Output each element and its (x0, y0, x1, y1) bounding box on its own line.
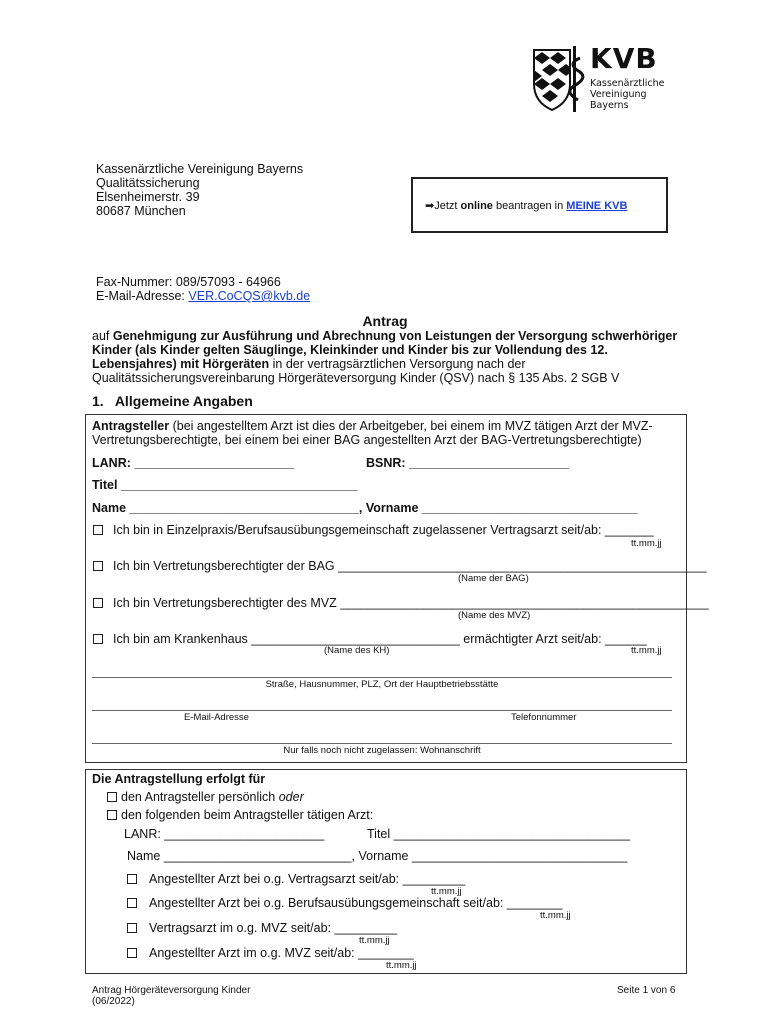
option-mvz-label: Ich bin Vertretungsberechtigter des MVZ _____________________________________________________ (113, 596, 709, 610)
antragsteller-rest: (bei angestelltem Arzt ist dies der Arbeitgeber, bei einem im MVZ tätigen Arzt der MVZ-Vertretungsberechtigte, bei einem bei einer BAG angestellten Arzt der BAG-Vertretungsberechtigte) (92, 419, 653, 447)
hint-kh: (Name des KH) (324, 645, 390, 656)
checkbox-folgender-arzt[interactable] (107, 810, 117, 820)
sub-option-vertragsarzt (127, 872, 465, 886)
recipient-address (96, 162, 303, 218)
sub-option-mvz-vertragsarzt (127, 921, 397, 935)
email-caption: E-Mail-Adresse (184, 712, 249, 723)
contact-block (96, 275, 310, 303)
sub-option-mvz-angestellt-label: Angestellter Arzt im o.g. MVZ seit/ab: ________ (149, 946, 414, 960)
footer-form-name: Antrag Hörgeräteversorgung Kinder (92, 985, 251, 996)
hint-bag: (Name der BAG) (458, 573, 529, 584)
section1-heading: 1. Allgemeine Angaben (92, 393, 253, 409)
sub-option-bag (127, 896, 562, 910)
kvb-emblem-icon (530, 44, 588, 114)
option-folgender-arzt (107, 808, 373, 822)
s2-titel-field[interactable]: Titel __________________________________ (367, 827, 630, 841)
option-krankenhaus-label: Ich bin am Krankenhaus ______________________________ ermächtigter Arzt seit/ab: ______ (113, 632, 647, 646)
hint-date-4: tt.mm.jj (631, 645, 662, 656)
home-address-line[interactable] (92, 743, 672, 744)
address-city: 80687 München (96, 204, 186, 218)
hint-date-1: tt.mm.jj (631, 538, 662, 549)
option-persoenlich-oder: oder (278, 790, 304, 804)
hint-mvz: (Name des MVZ) (458, 610, 531, 621)
logo-abbr: KVB (590, 42, 658, 75)
antragsteller-label: Antragsteller (92, 419, 170, 433)
option-folgender-arzt-label: den folgenden beim Antragsteller tätigen Arzt: (121, 808, 374, 822)
sub-option-vertragsarzt-label: Angestellter Arzt bei o.g. Vertragsarzt seit/ab: _________ (149, 872, 466, 886)
s2-name-vorname-field[interactable]: Name ___________________________, Vorname _______________________________ (127, 849, 628, 863)
footer-version: (06/2022) (92, 996, 135, 1007)
fax-number: Fax-Nummer: 089/57093 - 64966 (96, 275, 281, 289)
sub-option-mvz-angestellt (127, 946, 414, 960)
s2-lanr-field[interactable]: LANR: _______________________ (124, 827, 325, 841)
arrow-right-icon: ➡ (425, 200, 435, 212)
phone-caption: Telefonnummer (511, 712, 577, 723)
home-caption: Nur falls noch nicht zugelassen: Wohnanschrift (283, 745, 481, 756)
option-krankenhaus (93, 632, 647, 646)
checkbox-sub-mvz-vertragsarzt[interactable] (127, 923, 137, 933)
online-apply-box (411, 177, 668, 233)
online-bold: online (460, 200, 493, 212)
antragsteller-desc (92, 419, 682, 447)
intro-bold: Genehmigung zur Ausführung und Abrechnung von Leistungen der Versorgung schwerhöriger Kinder (als Kinder gelten Säuglinge, Kleinkinder und Kinder bis zur Vollendung des 12. Lebensjahres) mit Hörgeräten (92, 329, 678, 371)
footer-page-number: Seite 1 von 6 (617, 985, 676, 996)
option-mvz (93, 596, 709, 610)
kvb-logo (530, 44, 670, 114)
checkbox-einzelpraxis[interactable] (93, 525, 103, 535)
logo-line2: Vereinigung (590, 89, 647, 100)
checkbox-krankenhaus[interactable] (93, 634, 103, 644)
logo-line3: Bayerns (590, 100, 629, 111)
online-prefix: Jetzt (434, 200, 461, 212)
intro-rest: in der vertragsärztlichen Versorgung nach der Qualitätssicherungsvereinbarung Hörgeräteversorgung Kinder (QSV) nach § 135 Abs. 2 SGB V (92, 357, 620, 385)
email-phone-line[interactable] (92, 710, 672, 711)
checkbox-bag[interactable] (93, 561, 103, 571)
address-org: Kassenärztliche Vereinigung Bayerns (96, 162, 304, 176)
name-vorname-field[interactable]: Name _________________________________, Vorname _______________________________ (92, 501, 638, 515)
lanr-field[interactable]: LANR: _______________________ (92, 456, 295, 470)
logo-line1: Kassenärztliche (590, 78, 665, 89)
sub-option-mvz-vertragsarzt-label: Vertragsarzt im o.g. MVZ seit/ab: _________ (149, 921, 398, 935)
bsnr-field[interactable]: BSNR: _______________________ (366, 456, 569, 470)
email-link[interactable]: VER.CoCQS@kvb.de (188, 289, 311, 303)
email-label: E-Mail-Adresse: (96, 289, 189, 303)
address-caption: Straße, Hausnummer, PLZ, Ort der Hauptbetriebsstätte (265, 679, 499, 690)
checkbox-sub-vertragsarzt[interactable] (127, 874, 137, 884)
intro-prefix: auf (92, 329, 113, 343)
checkbox-mvz[interactable] (93, 598, 103, 608)
option-bag-label: Ich bin Vertretungsberechtigter der BAG _____________________________________________________ (113, 559, 707, 573)
address-street: Elsenheimerstr. 39 (96, 190, 200, 204)
checkbox-persoenlich[interactable] (107, 792, 117, 802)
footer-left (92, 985, 250, 1007)
address-line[interactable] (92, 677, 672, 678)
checkbox-sub-mvz-angestellt[interactable] (127, 948, 137, 958)
titel-field[interactable]: Titel __________________________________ (92, 478, 358, 492)
option-einzelpraxis-label: Ich bin in Einzelpraxis/Berufsausübungsgemeinschaft zugelassener Vertragsarzt seit/ab: _______ (113, 523, 654, 537)
option-persoenlich (107, 790, 304, 804)
page-title: Antrag (362, 313, 408, 329)
sub-hint-4: tt.mm.jj (386, 960, 417, 971)
address-dept: Qualitätssicherung (96, 176, 200, 190)
checkbox-sub-bag[interactable] (127, 898, 137, 908)
option-einzelpraxis (93, 523, 654, 537)
intro-text (92, 329, 682, 385)
sub-hint-1: tt.mm.jj (431, 886, 462, 897)
online-middle: beantragen in (492, 200, 567, 212)
meine-kvb-link[interactable]: MEINE KVB (566, 200, 628, 212)
sub-hint-2: tt.mm.jj (540, 910, 571, 921)
sub-hint-3: tt.mm.jj (359, 935, 390, 946)
option-persoenlich-label: den Antragsteller persönlich (121, 790, 279, 804)
section2-heading: Die Antragstellung erfolgt für (92, 772, 266, 786)
option-bag (93, 559, 707, 573)
sub-option-bag-label: Angestellter Arzt bei o.g. Berufsausübungsgemeinschaft seit/ab: ________ (149, 896, 563, 910)
